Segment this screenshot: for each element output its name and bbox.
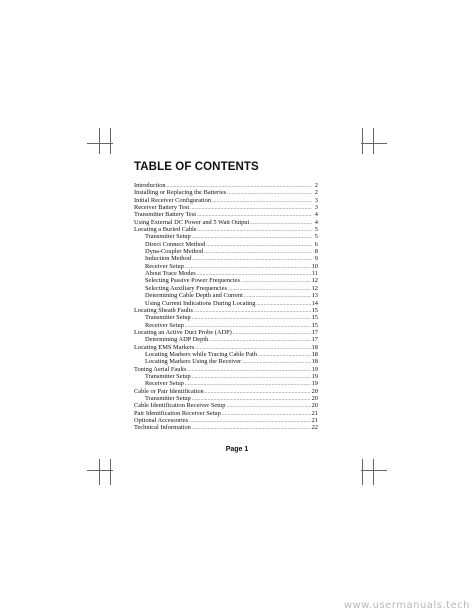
- toc-entry[interactable]: [134, 285, 318, 292]
- toc-entry[interactable]: [134, 395, 318, 402]
- toc-entry-title: Cable or Pair Identification: [134, 387, 204, 395]
- toc-entry-page: 8: [314, 248, 318, 256]
- dot-leader: [209, 337, 310, 343]
- toc-entry-page: 13: [311, 292, 318, 300]
- toc-entry-title: Receiver Battery Test: [134, 204, 190, 212]
- watermark: www.usermanuals.tech: [343, 600, 470, 611]
- crop-mark: [361, 143, 387, 144]
- toc-entry-title: Transmitter Setup: [145, 372, 191, 380]
- toc-entry[interactable]: [134, 424, 318, 431]
- toc-entry[interactable]: [134, 351, 318, 358]
- toc-entry[interactable]: [134, 373, 318, 380]
- toc-entry-title: Selecting Auxiliary Frequencies: [145, 284, 227, 292]
- toc-entry-page: 11: [311, 270, 318, 278]
- toc-entry-title: Receiver Setup: [145, 380, 184, 388]
- page-title: TABLE OF CONTENTS: [134, 161, 259, 173]
- toc-entry-title: Dyna-Coupler Method: [145, 248, 204, 256]
- toc-entry[interactable]: [134, 388, 318, 395]
- toc-entry-title: Induction Method: [145, 255, 191, 263]
- toc-entry-page: 12: [311, 277, 318, 285]
- toc-entry[interactable]: [134, 182, 318, 189]
- toc-entry[interactable]: [134, 263, 318, 270]
- toc-entry[interactable]: [134, 292, 318, 299]
- crop-mark: [373, 128, 374, 154]
- dot-leader: [192, 315, 311, 321]
- dot-leader: [250, 220, 312, 226]
- toc-entry[interactable]: [134, 226, 318, 233]
- toc-entry-page: 10: [311, 262, 318, 270]
- crop-mark: [362, 128, 363, 154]
- toc-entry[interactable]: [134, 233, 318, 240]
- toc-entry-title: Locating Markers Using the Receiver: [145, 358, 242, 366]
- dot-leader: [205, 389, 311, 395]
- dot-leader: [258, 352, 311, 358]
- toc-entry-title: Locating Sheath Faults: [134, 306, 193, 314]
- crop-mark: [87, 470, 113, 471]
- toc-entry[interactable]: [134, 197, 318, 204]
- toc-entry-title: Initial Receiver Configuration: [134, 196, 212, 204]
- dot-leader: [242, 359, 310, 365]
- toc-entry-page: 17: [311, 328, 318, 336]
- toc-entry[interactable]: [134, 241, 318, 248]
- toc-entry[interactable]: [134, 211, 318, 218]
- toc-entry-title: Determining Cable Depth and Current: [145, 292, 243, 300]
- toc-entry[interactable]: [134, 277, 318, 284]
- toc-entry-page: 21: [311, 409, 318, 417]
- dot-leader: [189, 418, 310, 424]
- toc-entry-page: 4: [314, 211, 318, 219]
- toc-entry-page: 5: [314, 226, 318, 234]
- toc-entry[interactable]: [134, 270, 318, 277]
- toc-entry-page: 15: [311, 321, 318, 329]
- crop-mark: [373, 459, 374, 485]
- toc-entry-title: Receiver Setup: [145, 321, 184, 329]
- dot-leader: [256, 301, 310, 307]
- dot-leader: [194, 308, 311, 314]
- toc-entry-page: 2: [314, 182, 318, 189]
- toc-entry-title: Transmitter Setup: [145, 233, 191, 241]
- toc-entry[interactable]: [134, 329, 318, 336]
- toc-entry-page: 19: [311, 380, 318, 388]
- toc-entry-title: Transmitter Battery Test: [134, 211, 197, 219]
- toc-entry-title: Cable Identification Receiver Setup: [134, 402, 226, 410]
- dot-leader: [198, 227, 312, 233]
- toc-entry[interactable]: [134, 344, 318, 351]
- toc-entry[interactable]: [134, 402, 318, 409]
- table-of-contents: [134, 182, 318, 432]
- dot-leader: [227, 190, 312, 196]
- toc-entry-title: Pair Identification Receiver Setup: [134, 409, 221, 417]
- crop-mark: [110, 459, 111, 485]
- toc-entry[interactable]: [134, 255, 318, 262]
- toc-entry-title: Optional Accessories: [134, 417, 189, 424]
- toc-entry[interactable]: [134, 204, 318, 211]
- dot-leader: [233, 330, 311, 336]
- toc-entry-title: Technical Information: [134, 424, 191, 432]
- toc-entry-title: Introduction: [134, 182, 166, 189]
- toc-entry-title: Transmitter Setup: [145, 314, 191, 322]
- toc-entry-title: Determining ADP Depth: [145, 336, 209, 344]
- toc-entry-title: Toning Aerial Faults: [134, 365, 187, 373]
- dot-leader: [212, 198, 312, 204]
- toc-entry-page: 18: [311, 343, 318, 351]
- toc-entry-page: 12: [311, 284, 318, 292]
- dot-leader: [241, 278, 311, 284]
- toc-entry-page: 6: [314, 240, 318, 248]
- toc-entry-page: 21: [311, 417, 318, 424]
- toc-entry-page: 19: [311, 365, 318, 373]
- toc-entry-page: 19: [311, 372, 318, 380]
- toc-entry[interactable]: [134, 358, 318, 365]
- crop-mark: [362, 459, 363, 485]
- toc-entry-title: Receiver Setup: [145, 262, 184, 270]
- toc-entry-page: 14: [311, 299, 318, 307]
- toc-entry-title: Using External DC Power and 5 Watt Output: [134, 218, 250, 226]
- toc-entry-page: 20: [311, 387, 318, 395]
- crop-mark: [110, 128, 111, 154]
- toc-entry-page: 9: [314, 255, 318, 263]
- toc-entry-title: Direct Connect Method: [145, 240, 206, 248]
- dot-leader: [192, 234, 312, 240]
- toc-entry-page: 4: [314, 218, 318, 226]
- toc-entry-title: Using Current Indications During Locating: [145, 299, 256, 307]
- dot-leader: [187, 367, 310, 373]
- toc-entry-page: 3: [314, 204, 318, 212]
- toc-entry-page: 17: [311, 336, 318, 344]
- toc-entry-page: 2: [314, 189, 318, 197]
- toc-entry-page: 22: [311, 424, 318, 432]
- dot-leader: [192, 374, 311, 380]
- toc-entry[interactable]: [134, 300, 318, 307]
- dot-leader: [206, 242, 312, 248]
- toc-entry-title: Transmitter Setup: [145, 394, 191, 402]
- toc-entry-page: 3: [314, 196, 318, 204]
- toc-entry[interactable]: [134, 366, 318, 373]
- crop-mark: [99, 128, 100, 154]
- dot-leader: [190, 205, 312, 211]
- toc-entry[interactable]: [134, 380, 318, 387]
- crop-mark: [87, 143, 113, 144]
- page-number: Page 1: [225, 446, 249, 453]
- toc-entry-page: 15: [311, 314, 318, 322]
- toc-entry[interactable]: [134, 336, 318, 343]
- dot-leader: [222, 411, 311, 417]
- crop-mark: [99, 459, 100, 485]
- toc-entry-page: 20: [311, 394, 318, 402]
- dot-leader: [185, 264, 311, 270]
- toc-entry-title: Locating a Buried Cable: [134, 226, 197, 234]
- toc-entry-page: 5: [314, 233, 318, 241]
- toc-entry-title: Installing or Replacing the Batteries: [134, 189, 227, 197]
- toc-entry-title: Selecting Passive Power Frequencies: [145, 277, 240, 285]
- toc-entry-page: 20: [311, 402, 318, 410]
- toc-entry-page: 15: [311, 306, 318, 314]
- dot-leader: [204, 249, 312, 255]
- toc-entry[interactable]: [134, 219, 318, 226]
- crop-mark: [361, 470, 387, 471]
- toc-entry-page: 18: [311, 350, 318, 358]
- toc-entry[interactable]: [134, 417, 318, 424]
- toc-entry[interactable]: [134, 314, 318, 321]
- toc-entry-title: Locating EMS Markers: [134, 343, 195, 351]
- toc-entry[interactable]: [134, 322, 318, 329]
- dot-leader: [226, 403, 310, 409]
- toc-entry-page: 18: [311, 358, 318, 366]
- toc-entry[interactable]: [134, 410, 318, 417]
- toc-entry[interactable]: [134, 189, 318, 196]
- toc-entry[interactable]: [134, 248, 318, 255]
- toc-entry-title: Locating an Active Duct Probe (ADP): [134, 328, 232, 336]
- toc-entry-title: Locating Markers while Tracing Cable Path: [145, 350, 257, 358]
- dot-leader: [192, 256, 312, 262]
- toc-entry-title: About Trace Modes: [145, 270, 196, 278]
- toc-entry[interactable]: [134, 307, 318, 314]
- dot-leader: [192, 425, 311, 431]
